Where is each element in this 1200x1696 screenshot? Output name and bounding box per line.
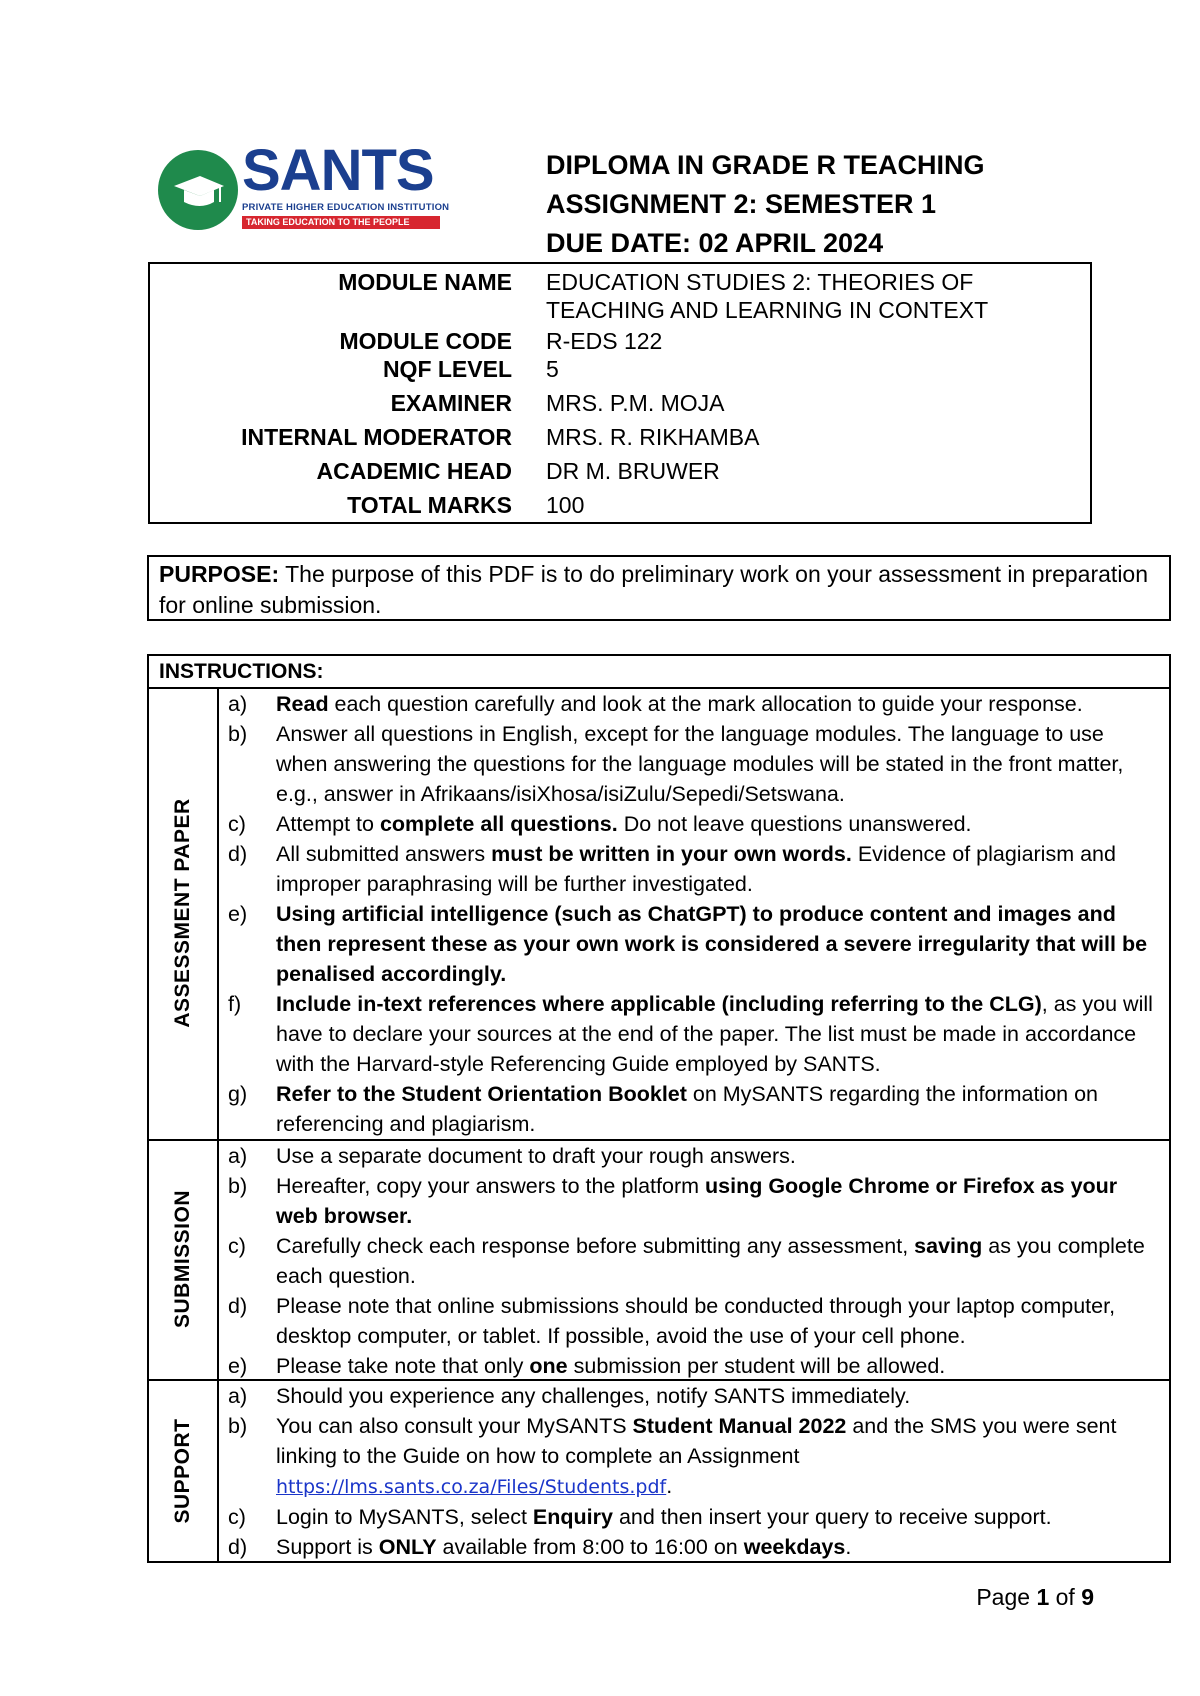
item-bold: complete all questions. bbox=[379, 812, 618, 836]
module-details-table bbox=[148, 262, 1092, 524]
item-bold: Include in-text references where applicable (including referring to the CLG) bbox=[276, 992, 1042, 1016]
module-label: INTERNAL MODERATOR bbox=[241, 424, 512, 450]
list-item bbox=[228, 719, 1155, 809]
item-letter: a) bbox=[228, 692, 248, 716]
purpose-text: The purpose of this PDF is to do preliminary work on your assessment in preparation for online submission. bbox=[159, 561, 1149, 618]
item-bold: ONLY bbox=[378, 1535, 437, 1559]
module-label: TOTAL MARKS bbox=[347, 492, 512, 518]
module-label: NQF LEVEL bbox=[382, 356, 512, 382]
logo-tagline: TAKING EDUCATION TO THE PEOPLE bbox=[242, 216, 440, 229]
item-letter: b) bbox=[228, 1174, 248, 1198]
module-label: EXAMINER bbox=[390, 390, 512, 416]
item-letter: c) bbox=[228, 812, 246, 836]
total-pages: 9 bbox=[1081, 1584, 1094, 1610]
list-item bbox=[228, 809, 1155, 839]
item-bold: one bbox=[529, 1354, 568, 1378]
module-value: R-EDS 122 bbox=[546, 328, 663, 354]
list-item bbox=[228, 1411, 1155, 1502]
item-letter: g) bbox=[228, 1082, 248, 1106]
support-section bbox=[228, 1381, 1155, 1562]
section-label-text: SUBMISSION bbox=[171, 1189, 194, 1329]
module-value: 100 bbox=[546, 492, 585, 518]
section-label-text: ASSESSMENT PAPER bbox=[171, 798, 194, 1028]
item-bold: Read bbox=[276, 692, 329, 716]
item-bold: Enquiry bbox=[532, 1505, 613, 1529]
instructions-heading: INSTRUCTIONS: bbox=[159, 660, 324, 683]
list-item bbox=[228, 1532, 1155, 1562]
list-item bbox=[228, 989, 1155, 1079]
list-item bbox=[228, 1079, 1155, 1139]
title-line-1: DIPLOMA IN GRADE R TEACHING bbox=[546, 150, 985, 180]
item-letter: e) bbox=[228, 1354, 248, 1378]
item-text: Login to MySANTS, select bbox=[276, 1505, 533, 1529]
page-label: Page bbox=[976, 1584, 1037, 1610]
item-text: each question carefully and look at the mark allocation to guide your response. bbox=[328, 692, 1083, 716]
table-column-divider bbox=[217, 687, 219, 1561]
item-bold: must be written in your own words. bbox=[491, 842, 852, 866]
sants-logo bbox=[158, 138, 450, 230]
list-item bbox=[228, 1381, 1155, 1411]
list-item bbox=[228, 1291, 1155, 1351]
document-title bbox=[546, 146, 985, 263]
item-letter: d) bbox=[228, 842, 248, 866]
title-line-3: DUE DATE: 02 APRIL 2024 bbox=[546, 228, 884, 258]
item-letter: a) bbox=[228, 1144, 248, 1168]
list-item bbox=[228, 1502, 1155, 1532]
item-letter: e) bbox=[228, 902, 248, 926]
item-text: Please take note that only bbox=[276, 1354, 530, 1378]
item-letter: c) bbox=[228, 1505, 246, 1529]
item-text: submission per student will be allowed. bbox=[567, 1354, 946, 1378]
title-line-2: ASSIGNMENT 2: SEMESTER 1 bbox=[546, 189, 937, 219]
current-page: 1 bbox=[1036, 1584, 1050, 1610]
item-letter: d) bbox=[228, 1294, 248, 1318]
list-item bbox=[228, 1351, 1155, 1381]
list-item bbox=[228, 839, 1155, 899]
item-text: on MySANTS regarding the information on referencing and plagiarism. bbox=[276, 1082, 1098, 1136]
student-guide-link[interactable]: https://lms.sants.co.za/Files/Students.pdf bbox=[276, 1476, 667, 1498]
item-bold: using Google Chrome or Firefox as your web browser. bbox=[276, 1174, 1118, 1228]
section-label-submission bbox=[149, 1139, 217, 1379]
module-value: MRS. P.M. MOJA bbox=[546, 390, 725, 416]
logo-emblem bbox=[158, 150, 238, 230]
item-letter: a) bbox=[228, 1384, 248, 1408]
section-label-support bbox=[149, 1379, 217, 1563]
item-letter: f) bbox=[228, 992, 242, 1016]
item-letter: d) bbox=[228, 1535, 248, 1559]
module-label: MODULE NAME bbox=[338, 269, 512, 295]
item-text: . bbox=[845, 1535, 852, 1559]
item-text: , as you will have to declare your sources at the end of the paper. The list must be made in accordance with the Harvard-style Referencing Guide employed by SANTS. bbox=[276, 992, 1153, 1076]
item-letter: c) bbox=[228, 1234, 246, 1258]
assessment-paper-section bbox=[228, 689, 1155, 1139]
item-letter: b) bbox=[228, 722, 248, 746]
item-text: and then insert your query to receive support. bbox=[612, 1505, 1052, 1529]
item-text: Carefully check each response before submitting any assessment, bbox=[276, 1234, 915, 1258]
module-value: 5 bbox=[546, 356, 559, 382]
graduation-cap-icon bbox=[170, 172, 226, 212]
item-bold: Refer to the Student Orientation Booklet bbox=[276, 1082, 687, 1106]
item-text: Answer all questions in English, except for the language modules. The language to use when answering the questions for the language modules will be stated in the front matter, e.g., answer in Afrikaans/isiXhosa/isiZulu/Sepedi/Setswana. bbox=[276, 722, 1124, 806]
section-label-assessment bbox=[149, 687, 217, 1139]
item-text: Please note that online submissions should be conducted through your laptop computer, desktop computer, or tablet. If possible, avoid the use of your cell phone. bbox=[276, 1294, 1116, 1348]
module-label: ACADEMIC HEAD bbox=[316, 458, 512, 484]
list-item bbox=[228, 1141, 1155, 1171]
purpose-box bbox=[147, 555, 1171, 621]
item-text: Do not leave questions unanswered. bbox=[617, 812, 972, 836]
list-item bbox=[228, 899, 1155, 989]
item-bold: Using artificial intelligence (such as ChatGPT) to produce content and images and then represent these as your own work is considered a severe irregularity that will be penalised accordingly. bbox=[276, 902, 1148, 986]
section-label-text: SUPPORT bbox=[171, 1418, 194, 1524]
page-number bbox=[976, 1584, 1094, 1611]
page-of-label: of bbox=[1049, 1584, 1082, 1610]
item-text: Should you experience any challenges, notify SANTS immediately. bbox=[276, 1384, 911, 1408]
item-text: All submitted answers bbox=[276, 842, 492, 866]
module-value: DR M. BRUWER bbox=[546, 458, 720, 484]
logo-subtitle: PRIVATE HIGHER EDUCATION INSTITUTION bbox=[242, 202, 450, 213]
list-item bbox=[228, 689, 1155, 719]
item-bold: Student Manual 2022 bbox=[632, 1414, 847, 1438]
module-value: EDUCATION STUDIES 2: THEORIES OF TEACHING AND LEARNING IN CONTEXT bbox=[546, 269, 989, 323]
item-text: Hereafter, copy your answers to the platform bbox=[276, 1174, 706, 1198]
item-text: Attempt to bbox=[276, 812, 380, 836]
logo-wordmark: SANTS bbox=[242, 138, 434, 203]
item-text: Use a separate document to draft your rough answers. bbox=[276, 1144, 796, 1168]
item-text: Support is bbox=[276, 1535, 379, 1559]
item-text: as you complete each question. bbox=[276, 1234, 1145, 1288]
module-value: MRS. R. RIKHAMBA bbox=[546, 424, 760, 450]
purpose-label: PURPOSE: bbox=[159, 561, 280, 587]
item-text: available from 8:00 to 16:00 on bbox=[436, 1535, 744, 1559]
item-text: Evidence of plagiarism and improper paraphrasing will be further investigated. bbox=[276, 842, 1116, 896]
list-item bbox=[228, 1171, 1155, 1231]
item-text: . bbox=[666, 1474, 673, 1498]
item-text: and the SMS you were sent linking to the Guide on how to complete an Assignment bbox=[276, 1414, 1117, 1468]
list-item bbox=[228, 1231, 1155, 1291]
item-text: You can also consult your MySANTS bbox=[276, 1414, 633, 1438]
item-bold: weekdays bbox=[743, 1535, 846, 1559]
item-bold: saving bbox=[914, 1234, 983, 1258]
submission-section bbox=[228, 1141, 1155, 1381]
module-label: MODULE CODE bbox=[339, 328, 512, 354]
instructions-table bbox=[147, 654, 1171, 1563]
item-letter: b) bbox=[228, 1414, 248, 1438]
